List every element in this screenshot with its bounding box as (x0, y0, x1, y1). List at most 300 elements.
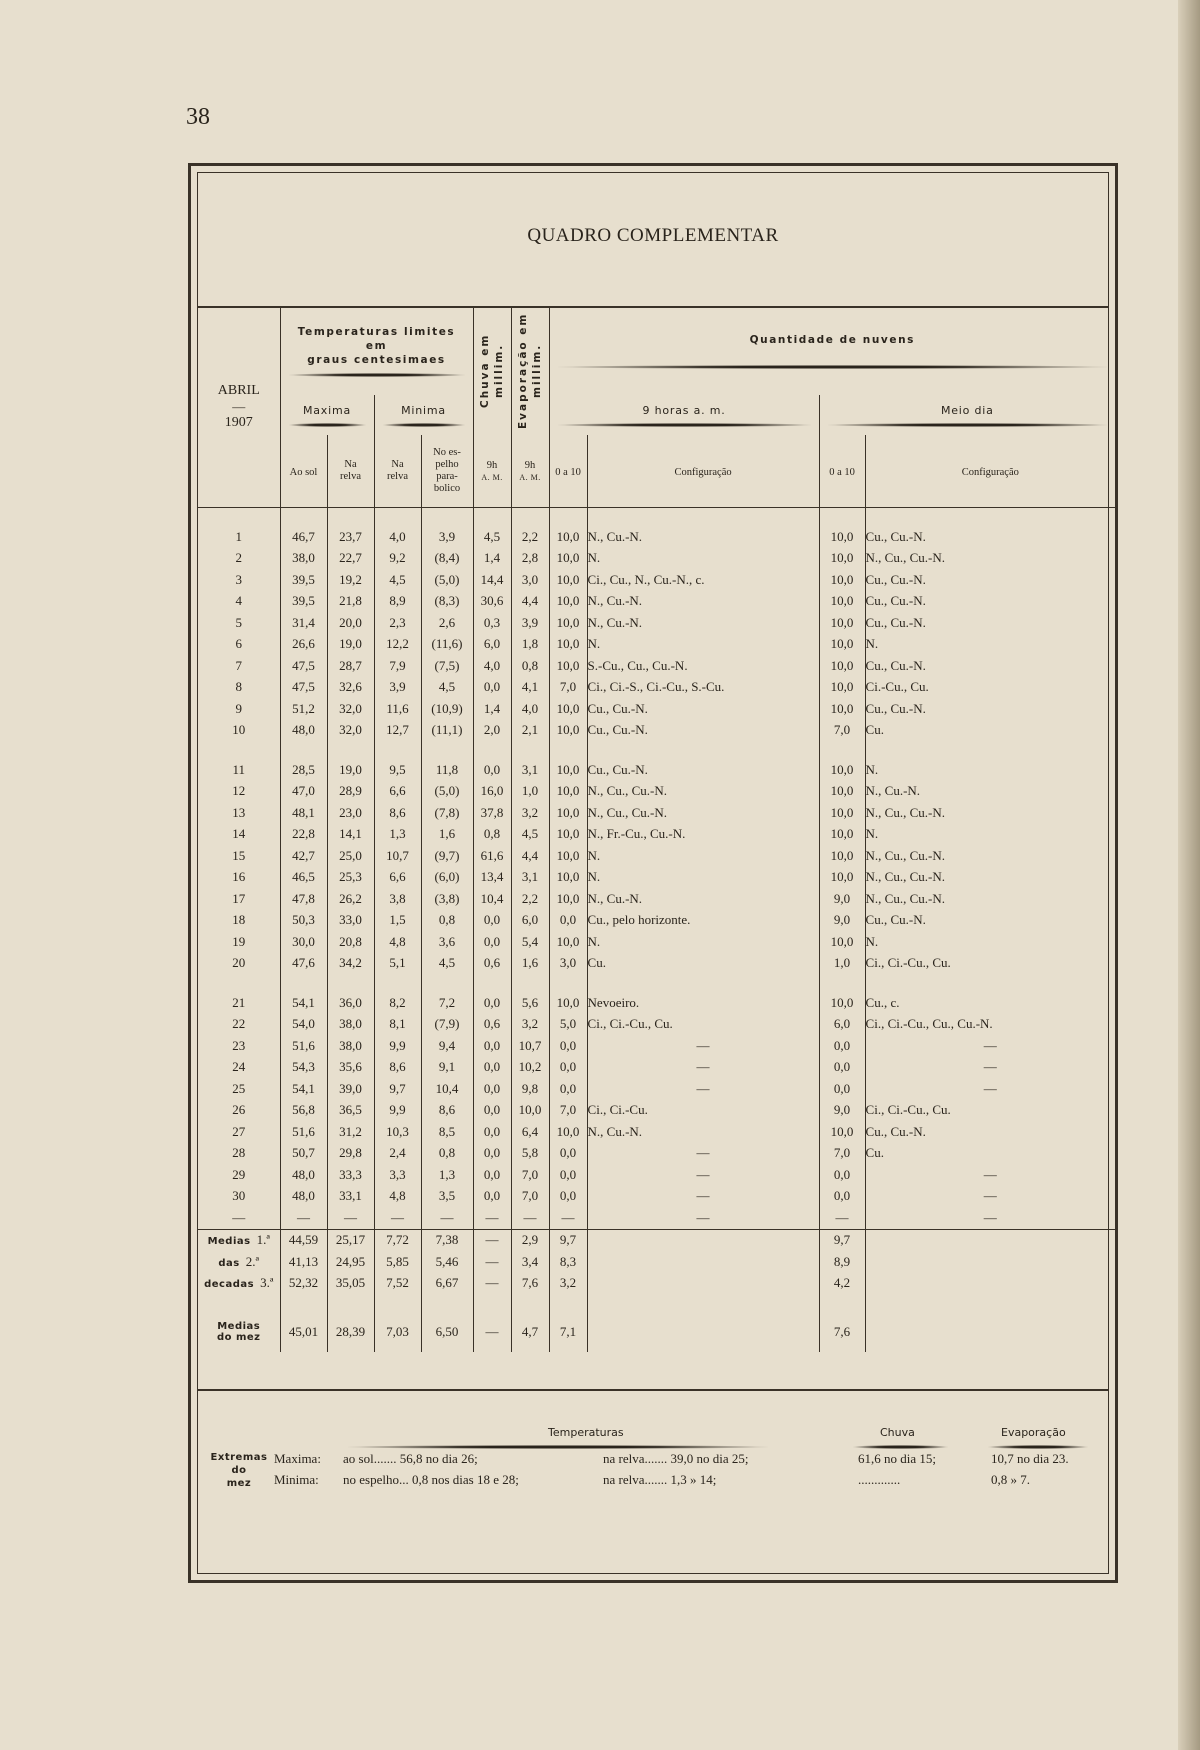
evap-cell: 3,0 (511, 569, 549, 591)
relva_max-cell: 28,9 (327, 781, 374, 803)
espelho-cell: 0,8 (421, 1143, 473, 1165)
cfg9-cell: — (587, 1164, 819, 1186)
relva_min-cell: 2,4 (374, 1143, 421, 1165)
n9-cell: 10,0 (549, 612, 587, 634)
table-row (198, 1078, 1115, 1100)
day-cell: 23 (232, 1037, 246, 1053)
chuva-cell: 61,6 (473, 845, 511, 867)
relva_max-cell: 24,95 (327, 1251, 374, 1273)
chuva-cell: 0,0 (473, 677, 511, 699)
cfg9-cell: Cu., Cu.-N. (587, 698, 819, 720)
midday-scale-header (819, 435, 865, 508)
heading-flourish (853, 1445, 948, 1449)
chuva-header-label: Chuva em millim. (479, 333, 506, 409)
decade-average-label: Medias (207, 1236, 251, 1248)
empty-cell (587, 1312, 819, 1352)
empty-cell (587, 1273, 819, 1295)
table-row (198, 591, 1115, 613)
chuva-cell: — (473, 1207, 511, 1229)
relva_min-cell: 1,3 (374, 824, 421, 846)
extremas-temperaturas-heading: Temperaturas (548, 1426, 624, 1439)
n9-cell: 9,7 (549, 1229, 587, 1251)
espelho-cell: (7,9) (421, 1014, 473, 1036)
spacer-cell (280, 741, 327, 759)
chuva-cell: 6,0 (473, 634, 511, 656)
spacer-cell (511, 508, 549, 527)
n9-cell: 10,0 (549, 569, 587, 591)
n9-cell: 10,0 (549, 634, 587, 656)
relva_max-cell: 26,2 (327, 888, 374, 910)
day-cell: 15 (232, 847, 246, 863)
evap-cell: 3,2 (511, 1014, 549, 1036)
chuva-cell: 0,0 (473, 1078, 511, 1100)
extremas-chuva-heading: Chuva (880, 1426, 915, 1439)
month-average-label-2: do mez (216, 1332, 261, 1343)
sol-cell: 47,0 (280, 781, 327, 803)
cfgmd-cell: N., Cu., Cu.-N. (865, 888, 1115, 910)
cfgmd-cell: Cu., Cu.-N. (865, 591, 1115, 613)
sol-cell: 30,0 (280, 931, 327, 953)
cfg9-cell: N., Cu.-N. (587, 612, 819, 634)
spacer-cell (473, 974, 511, 992)
extremas-max-sol: ao sol....... 56,8 no dia 26; (343, 1451, 478, 1466)
nmd-cell: 10,0 (819, 655, 865, 677)
sol-cell: 47,5 (280, 677, 327, 699)
relva_min-cell: 8,6 (374, 802, 421, 824)
n9-cell: 7,0 (549, 677, 587, 699)
table-row (198, 677, 1115, 699)
cfgmd-cell: Cu., Cu.-N. (865, 1121, 1115, 1143)
table-row (198, 931, 1115, 953)
relva_max-cell: 32,0 (327, 698, 374, 720)
evap-time-label: 9h (524, 459, 536, 471)
month-average-label-1: Medias (217, 1321, 261, 1332)
espelho-cell: (8,3) (421, 591, 473, 613)
spacer-cell (819, 974, 865, 992)
nuvens-group-label: Quantidade de nuvens (749, 334, 916, 346)
espelho-cell: (3,8) (421, 888, 473, 910)
relva_min-cell: 2,3 (374, 612, 421, 634)
day-cell: 21 (232, 994, 246, 1010)
cfgmd-cell: — (865, 1186, 1115, 1208)
relva_max-cell: 22,7 (327, 548, 374, 570)
relva_min-cell: 7,03 (374, 1312, 421, 1352)
day-cell: 6 (235, 636, 242, 652)
evap-cell: 4,7 (511, 1312, 549, 1352)
decade-average-label-cell (198, 1251, 280, 1273)
cfg9-cell: N., Cu.-N. (587, 591, 819, 613)
sol-cell: 47,5 (280, 655, 327, 677)
decade-ordinal: 1.ª (256, 1232, 270, 1248)
cfg9-cell: Ci., Ci.-S., Ci.-Cu., S.-Cu. (587, 677, 819, 699)
spacer-cell (819, 1294, 865, 1312)
espelho-cell: (11,1) (421, 720, 473, 742)
cfg9-cell: Ci., Ci.-Cu., Cu. (587, 1014, 819, 1036)
sol-cell: — (280, 1207, 327, 1229)
cfg9-cell: Ci., Ci.-Cu. (587, 1100, 819, 1122)
evap-cell: — (511, 1207, 549, 1229)
table-row (198, 759, 1115, 781)
decade-spacer (198, 741, 1115, 759)
relva_min-cell: 9,9 (374, 1100, 421, 1122)
table-row (198, 1100, 1115, 1122)
header-flourish (558, 423, 811, 427)
n9-cell: 10,0 (549, 655, 587, 677)
n9-cell: 0,0 (549, 1143, 587, 1165)
nmd-cell: 10,0 (819, 845, 865, 867)
empty-cell (865, 1312, 1115, 1352)
day-cell: 10 (232, 722, 246, 738)
nmd-cell: 7,6 (819, 1312, 865, 1352)
evaporacao-header (511, 307, 549, 435)
relva_min-cell: 4,8 (374, 1186, 421, 1208)
n9-cell: 10,0 (549, 720, 587, 742)
cfg9-cell: N., Cu.-N. (587, 526, 819, 548)
decade-average-row (198, 1229, 1115, 1251)
empty-cell (865, 1251, 1115, 1273)
chuva-cell: — (473, 1229, 511, 1251)
spacer-cell (280, 1294, 327, 1312)
day-cell: 1 (235, 528, 242, 544)
spacer-cell (327, 508, 374, 527)
table-row (198, 569, 1115, 591)
spacer-cell (421, 508, 473, 527)
spacer-cell (327, 741, 374, 759)
evap-cell: 3,1 (511, 759, 549, 781)
cfg9-cell: N., Cu.-N. (587, 1121, 819, 1143)
table-row (198, 867, 1115, 889)
temperature-group-line-2: em (365, 340, 388, 352)
cfg9-cell: Nevoeiro. (587, 992, 819, 1014)
espelho-cell: 6,67 (421, 1273, 473, 1295)
spacer-cell (421, 1294, 473, 1312)
day-cell: 12 (232, 783, 246, 799)
nine-am-header (549, 395, 819, 435)
n9-cell: 0,0 (549, 1186, 587, 1208)
relva_max-cell: 35,05 (327, 1273, 374, 1295)
spacer-cell (374, 974, 421, 992)
nmd-cell: 10,0 (819, 867, 865, 889)
relva_min-cell: 9,7 (374, 1078, 421, 1100)
espelho-cell: (8,4) (421, 548, 473, 570)
cfg9-cell: — (587, 1078, 819, 1100)
relva_max-cell: 20,0 (327, 612, 374, 634)
evap-cell: 6,0 (511, 910, 549, 932)
chuva-cell: — (473, 1251, 511, 1273)
sol-cell: 50,7 (280, 1143, 327, 1165)
relva_min-cell: 5,1 (374, 953, 421, 975)
cfg9-cell: — (587, 1057, 819, 1079)
day-cell: 19 (232, 933, 246, 949)
decade-ordinal: 3.ª (260, 1275, 274, 1291)
cfg9-cell: Cu., Cu.-N. (587, 759, 819, 781)
chuva-cell: 0,6 (473, 953, 511, 975)
extremas-section (198, 1389, 1108, 1541)
spacer-cell (280, 974, 327, 992)
extremas-label (204, 1451, 274, 1490)
day-cell: 9 (235, 700, 242, 716)
header-flourish (383, 423, 465, 427)
spacer-cell (865, 974, 1115, 992)
nmd-cell: 10,0 (819, 1121, 865, 1143)
nmd-cell: 4,2 (819, 1273, 865, 1295)
relva_max-cell: 21,8 (327, 591, 374, 613)
n9-cell: 10,0 (549, 759, 587, 781)
table-row (198, 1164, 1115, 1186)
day-cell: 2 (235, 550, 242, 566)
cfgmd-cell: Cu., Cu.-N. (865, 569, 1115, 591)
month-average-row (198, 1312, 1115, 1352)
nine-am-label: 9 horas a. m. (642, 403, 726, 417)
relva_max-cell: 39,0 (327, 1078, 374, 1100)
relva_max-cell: 25,3 (327, 867, 374, 889)
relva_min-cell: 8,1 (374, 1014, 421, 1036)
n9-cell: 10,0 (549, 1121, 587, 1143)
chuva-cell: 0,0 (473, 1164, 511, 1186)
chuva-cell: 10,4 (473, 888, 511, 910)
relva_min-cell: 1,5 (374, 910, 421, 932)
spacer-cell (374, 1294, 421, 1312)
espelho-cell: (7,5) (421, 655, 473, 677)
relva_max-cell: 19,0 (327, 759, 374, 781)
evap-cell: 3,2 (511, 802, 549, 824)
sol-cell: 47,6 (280, 953, 327, 975)
n9-cell: — (549, 1207, 587, 1229)
relva-max-label-1: Na (344, 459, 357, 470)
cfg9-cell: N. (587, 548, 819, 570)
table-row (198, 781, 1115, 803)
month-average-label-cell (198, 1312, 280, 1352)
nmd-cell: 10,0 (819, 698, 865, 720)
table-row (198, 1014, 1115, 1036)
espelho-cell: 10,4 (421, 1078, 473, 1100)
relva_max-cell: 14,1 (327, 824, 374, 846)
cfgmd-cell: N., Cu., Cu.-N. (865, 548, 1115, 570)
cfgmd-cell: Cu., Cu.-N. (865, 655, 1115, 677)
espelho-cell: 7,2 (421, 992, 473, 1014)
sol-cell: 41,13 (280, 1251, 327, 1273)
relva_max-cell: 28,7 (327, 655, 374, 677)
n9-cell: 10,0 (549, 845, 587, 867)
page-number: 38 (186, 104, 210, 130)
evap-cell: 9,8 (511, 1078, 549, 1100)
nmd-cell: 9,0 (819, 910, 865, 932)
relva_max-cell: 32,0 (327, 720, 374, 742)
month-label: ABRIL (217, 383, 260, 398)
evap-cell: 3,4 (511, 1251, 549, 1273)
evap-cell: 2,2 (511, 526, 549, 548)
espelho-label-1: No es- (433, 447, 461, 458)
cfg9-cell: S.-Cu., Cu., Cu.-N. (587, 655, 819, 677)
n9-cell: 0,0 (549, 1035, 587, 1057)
midday-header (819, 395, 1115, 435)
relva_max-cell: 25,17 (327, 1229, 374, 1251)
day-cell: 29 (232, 1166, 246, 1182)
cfgmd-cell: N. (865, 824, 1115, 846)
relva_max-cell: 33,3 (327, 1164, 374, 1186)
nmd-cell: 7,0 (819, 1143, 865, 1165)
espelho-label-4: bolico (433, 483, 461, 494)
relva_min-cell: 8,6 (374, 1057, 421, 1079)
cfgmd-cell: Ci., Ci.-Cu., Cu. (865, 1100, 1115, 1122)
chuva-cell: 0,6 (473, 1014, 511, 1036)
n9-cell: 0,0 (549, 1164, 587, 1186)
top-spacer (198, 508, 1115, 527)
empty-cell (865, 1229, 1115, 1251)
chuva-cell: 2,0 (473, 720, 511, 742)
relva_max-cell: 23,7 (327, 526, 374, 548)
sol-cell: 56,8 (280, 1100, 327, 1122)
evap-cell: 5,4 (511, 931, 549, 953)
relva_min-cell: 4,5 (374, 569, 421, 591)
day-cell: 7 (235, 657, 242, 673)
day-cell: 26 (232, 1102, 246, 1118)
relva_min-cell: 8,9 (374, 591, 421, 613)
evap-cell: 4,1 (511, 677, 549, 699)
n9-cell: 10,0 (549, 931, 587, 953)
chuva-cell: 0,0 (473, 1100, 511, 1122)
evap-cell: 7,6 (511, 1273, 549, 1295)
relva_min-cell: 4,8 (374, 931, 421, 953)
spacer-cell (198, 508, 280, 527)
evap-cell: 2,9 (511, 1229, 549, 1251)
nmd-cell: 7,0 (819, 720, 865, 742)
espelho-cell: (5,0) (421, 781, 473, 803)
table-row (198, 634, 1115, 656)
table-row (198, 720, 1115, 742)
nmd-cell: 10,0 (819, 677, 865, 699)
cfgmd-cell: — (865, 1057, 1115, 1079)
spacer-cell (511, 974, 549, 992)
spacer-cell (511, 741, 549, 759)
chuva-cell: 0,0 (473, 1143, 511, 1165)
evap-cell: 4,5 (511, 824, 549, 846)
day-cell: 22 (232, 1016, 246, 1032)
chuva-cell: 0,0 (473, 1186, 511, 1208)
spacer-cell (549, 741, 587, 759)
day-cell: 4 (235, 593, 242, 609)
relva_max-cell: 36,5 (327, 1100, 374, 1122)
chuva-cell: 0,0 (473, 1121, 511, 1143)
sol-cell: 48,0 (280, 1164, 327, 1186)
espelho-cell: (10,9) (421, 698, 473, 720)
cfg9-cell: N. (587, 845, 819, 867)
minima-label: Minima (401, 403, 446, 417)
sol-cell: 44,59 (280, 1229, 327, 1251)
cfgmd-cell: — (865, 1207, 1115, 1229)
spacer-cell (587, 1294, 819, 1312)
spacer-cell (587, 974, 819, 992)
spacer-cell (473, 741, 511, 759)
espelho-cell: 8,5 (421, 1121, 473, 1143)
sol-cell: 45,01 (280, 1312, 327, 1352)
espelho-cell: 3,5 (421, 1186, 473, 1208)
month-dash: — (232, 399, 246, 414)
relva_min-cell: 9,2 (374, 548, 421, 570)
relva_max-cell: 19,0 (327, 634, 374, 656)
sol-cell: 39,5 (280, 591, 327, 613)
sol-cell: 51,2 (280, 698, 327, 720)
relva_min-cell: 7,72 (374, 1229, 421, 1251)
nmd-cell: 10,0 (819, 802, 865, 824)
spacer-cell (511, 1294, 549, 1312)
espelho-cell: 4,5 (421, 677, 473, 699)
spacer-cell (374, 741, 421, 759)
relva_min-cell: 3,3 (374, 1164, 421, 1186)
n9-cell: 3,0 (549, 953, 587, 975)
chuva-cell: 1,4 (473, 698, 511, 720)
spacer-cell (819, 508, 865, 527)
evap-cell: 2,2 (511, 888, 549, 910)
extremas-maxima-label: Maxima: (274, 1451, 321, 1466)
relva_max-cell: 25,0 (327, 845, 374, 867)
nine-am-scale-label: 0 a 10 (555, 467, 581, 478)
temperature-group-line-3: graus centesimaes (307, 354, 446, 366)
table-row (198, 910, 1115, 932)
espelho-header (421, 435, 473, 508)
chuva-cell: 13,4 (473, 867, 511, 889)
midday-label: Meio dia (940, 403, 994, 417)
nmd-cell: 8,9 (819, 1251, 865, 1273)
ao-sol-label: Ao sol (289, 467, 318, 478)
relva-min-label-2: relva (387, 471, 408, 482)
sol-cell: 54,3 (280, 1057, 327, 1079)
evap-am-label: A. M. (519, 472, 541, 482)
day-cell: 11 (232, 761, 246, 777)
evap-cell: 10,7 (511, 1035, 549, 1057)
nmd-cell: 10,0 (819, 781, 865, 803)
espelho-cell: 5,46 (421, 1251, 473, 1273)
evap-cell: 10,2 (511, 1057, 549, 1079)
n9-cell: 10,0 (549, 824, 587, 846)
spacer-cell (327, 1294, 374, 1312)
sol-cell: 50,3 (280, 910, 327, 932)
spacer-cell (865, 1294, 1115, 1312)
espelho-label-2: pelho (435, 459, 459, 470)
empty-cell (587, 1229, 819, 1251)
chuva-cell: 0,0 (473, 992, 511, 1014)
nmd-cell: — (819, 1207, 865, 1229)
spacer-cell (549, 508, 587, 527)
decade-average-row (198, 1251, 1115, 1273)
espelho-cell: (6,0) (421, 867, 473, 889)
day-cell: 5 (235, 614, 242, 630)
cfgmd-cell: N. (865, 759, 1115, 781)
table-row (198, 888, 1115, 910)
nmd-cell: 0,0 (819, 1078, 865, 1100)
relva_min-cell: 6,6 (374, 781, 421, 803)
average-spacer (198, 1294, 1115, 1312)
sol-cell: 54,1 (280, 1078, 327, 1100)
header-flourish (828, 423, 1108, 427)
day-cell: 3 (235, 571, 242, 587)
spacer-cell (587, 508, 819, 527)
relva_min-cell: 3,9 (374, 677, 421, 699)
relva_max-cell: 34,2 (327, 953, 374, 975)
decade-average-label: decadas (204, 1279, 255, 1291)
day-cell: 27 (232, 1123, 246, 1139)
nmd-cell: 6,0 (819, 1014, 865, 1036)
cfg9-cell: — (587, 1035, 819, 1057)
relva_max-cell: 29,8 (327, 1143, 374, 1165)
nmd-cell: 10,0 (819, 931, 865, 953)
n9-cell: 0,0 (549, 1078, 587, 1100)
extremas-label-1: Extremas (210, 1452, 268, 1463)
sol-cell: 31,4 (280, 612, 327, 634)
chuva-cell: — (473, 1273, 511, 1295)
table-row (198, 1035, 1115, 1057)
table-row (198, 1121, 1115, 1143)
